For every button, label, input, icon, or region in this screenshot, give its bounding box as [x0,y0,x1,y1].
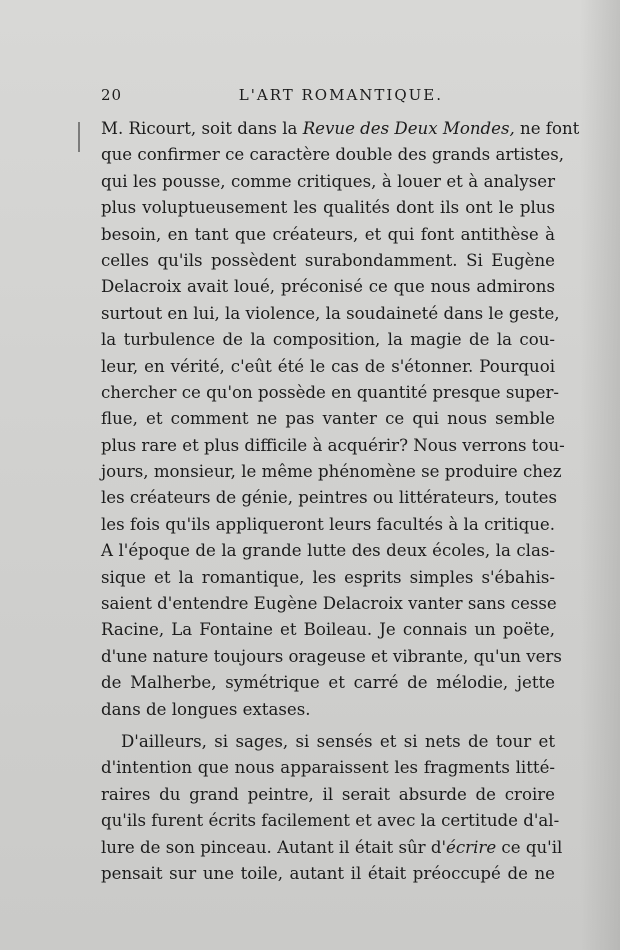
margin-pencil-mark [78,122,80,152]
paragraph-1 [101,116,580,723]
page-edge-shadow [580,0,620,950]
text-line: les fois qu'ils appliqueront leurs facultés à la critique. [101,514,555,534]
running-head [101,86,443,112]
text-line [101,116,580,142]
page-number: 20 [101,86,123,104]
text-line: de Malherbe, symétrique et carré de mélodie, jette [101,673,555,693]
text-line: plus voluptueusement les qualités dont ils ont le plus [101,198,555,218]
text-line: saient d'entendre Eugène Delacroix vanter sans cesse [101,594,557,614]
body-text [101,116,580,887]
text-line: raires du grand peintre, il serait absurde de croire [101,784,555,804]
text-segment: ne font [514,119,580,138]
text-line: dans de longues extases. [101,699,311,719]
text-line: pensait sur une toile, autant il était préoccupé de ne [101,863,555,883]
text-line: qu'ils furent écrits facilement et avec la certitude d'al- [101,811,560,831]
text-line: jours, monsieur, le même phénomène se produire chez [101,462,562,482]
text-line: que confirmer ce caractère double des grands artistes, [101,145,565,165]
text-segment: lure de son pinceau. Autant il était sûr d' [101,837,447,857]
text-line: Racine, La Fontaine et Boileau. Je connais un poëte, [101,620,555,640]
text-line: A l'époque de la grande lutte des deux écoles, la clas- [101,541,555,561]
italic-title: écrire [446,837,497,857]
paragraph-2 [101,729,563,887]
text-line: sique et la romantique, les esprits simples s'ébahis- [101,567,555,587]
text-line: plus rare et plus difficile à acquérir? Nous verrons tou- [101,435,565,455]
text-segment: M. Ricourt, soit dans la [101,119,303,138]
text-line: Delacroix avait loué, préconisé ce que nous admirons [101,277,555,297]
italic-title: Revue des Deux Mondes, [302,119,515,138]
running-title: L'ART ROMANTIQUE. [238,86,443,104]
text-segment: ce qu'il [496,837,563,857]
text-line: la turbulence de la composition, la magie de la cou- [101,330,555,350]
text-line [101,835,563,861]
text-line: leur, en vérité, c'eût été le cas de s'étonner. Pourquoi [101,356,555,376]
text-line: celles qu'ils possèdent surabondamment. Si Eugène [101,250,555,270]
text-line: les créateurs de génie, peintres ou littérateurs, toutes [101,488,557,508]
text-line: chercher ce qu'on possède en quantité presque super- [101,382,560,402]
text-line: flue, et comment ne pas vanter ce qui nous semble [101,409,555,429]
text-line: surtout en lui, la violence, la soudaineté dans le geste, [101,303,560,323]
text-line: qui les pousse, comme critiques, à louer et à analyser [101,171,555,191]
text-line: besoin, en tant que créateurs, et qui font antithèse à [101,224,555,244]
text-line: D'ailleurs, si sages, si sensés et si nets de tour et [121,731,555,751]
text-line: d'intention que nous apparaissent les fragments litté- [101,758,555,778]
text-line: d'une nature toujours orageuse et vibrante, qu'un vers [101,646,562,666]
